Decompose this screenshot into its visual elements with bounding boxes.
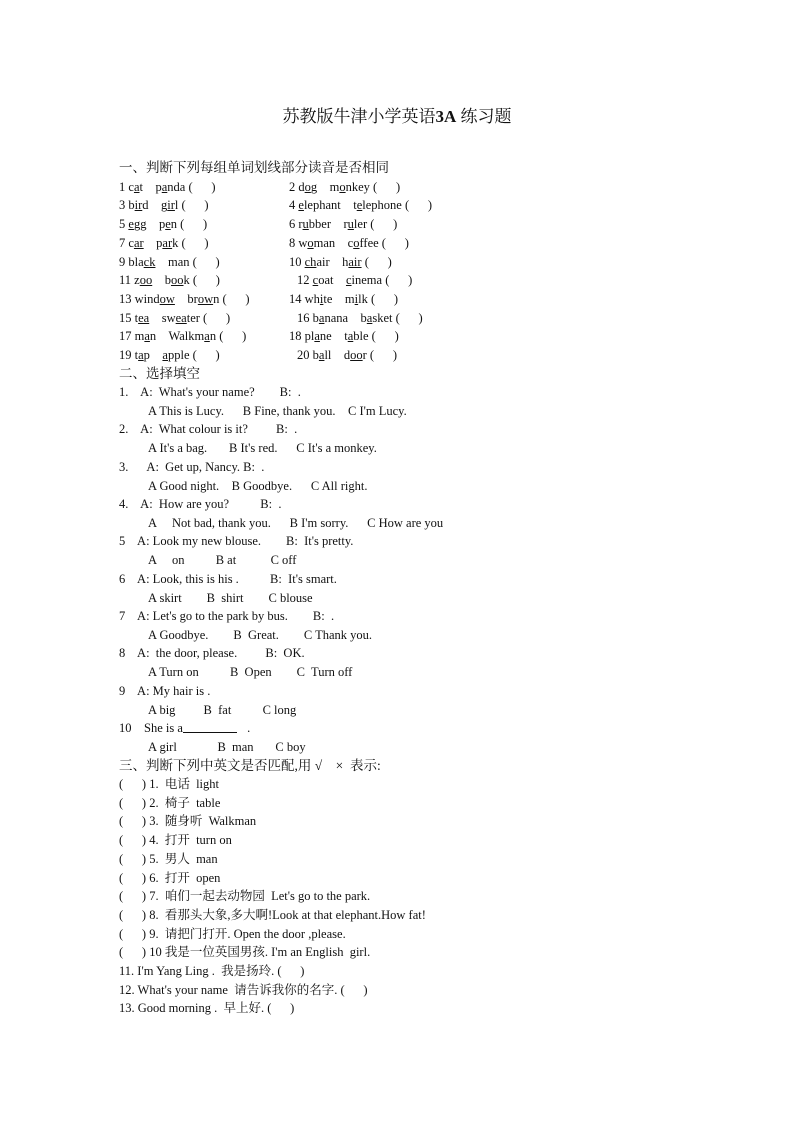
- word-text: g m: [310, 180, 340, 194]
- word-text: ( ): [361, 255, 392, 269]
- match-item: [119, 812, 256, 831]
- word-text: n ( ): [209, 329, 247, 343]
- question-line: [119, 644, 305, 663]
- item-number: 19: [119, 348, 135, 362]
- match-item: [119, 999, 294, 1018]
- word-pair: [119, 271, 220, 290]
- match-item-text: ( ) 6. 打开 open: [119, 870, 221, 885]
- word-pair: [119, 215, 207, 234]
- underlined-letters: a: [133, 180, 140, 194]
- word-pair: [297, 271, 412, 290]
- word-text: sw: [149, 311, 176, 325]
- question-text: 8 A: the door, please. B: OK.: [119, 646, 305, 660]
- underlined-letters: o: [339, 180, 346, 194]
- item-number: 9: [119, 255, 129, 269]
- word-text: gg p: [133, 217, 166, 231]
- item-number: 4: [289, 198, 299, 212]
- match-item-text: ( ) 5. 男人 man: [119, 851, 218, 866]
- title-tail: 练习题: [456, 107, 512, 126]
- options-line: [148, 663, 352, 682]
- section1-heading-text: 一、判断下列每组单词划线部分读音是否相同: [119, 160, 389, 175]
- options-text: A girl B man C boy: [148, 740, 306, 754]
- section2-heading: [119, 364, 200, 383]
- item-number: 17: [119, 329, 135, 343]
- underlined-letters: o: [353, 236, 360, 250]
- item-number: 13: [119, 292, 135, 306]
- word-pair: [119, 234, 209, 253]
- phonics-row: [119, 309, 679, 328]
- item-number: 18: [289, 329, 305, 343]
- word-text: te m: [323, 292, 355, 306]
- options-text: A This is Lucy. B Fine, thank you. C I'm Lucy.: [148, 404, 407, 418]
- word-text: t: [134, 311, 139, 325]
- word-text: d g: [142, 198, 168, 212]
- match-item-text: 12. What's your name 请告诉我你的名字. ( ): [119, 982, 368, 997]
- underlined-letters: air: [348, 255, 362, 269]
- underlined-letters: a: [138, 348, 144, 362]
- match-item-text: ( ) 10 我是一位英国男孩. I'm an English girl.: [119, 945, 371, 960]
- underlined-letters: ck: [143, 255, 156, 269]
- item-number: 3: [119, 198, 129, 212]
- underlined-letters: a: [318, 348, 325, 362]
- word-text: air h: [316, 255, 349, 269]
- word-pair: [289, 178, 400, 197]
- underlined-letters: ch: [304, 255, 317, 269]
- word-text: c: [128, 236, 134, 250]
- question-text: 1. A: What's your name? B: .: [119, 385, 301, 399]
- item-number: 6: [289, 217, 299, 231]
- word-text: ne t: [319, 329, 348, 343]
- match-item: [119, 925, 346, 944]
- underlined-letters: c: [312, 273, 319, 287]
- options-line: [148, 738, 306, 757]
- phonics-row: [119, 253, 679, 272]
- item-number: 7: [119, 236, 129, 250]
- word-text: w: [298, 236, 308, 250]
- question-line: [119, 420, 297, 439]
- underlined-letters: a: [366, 311, 373, 325]
- word-text: p: [143, 348, 163, 362]
- answer-blank: [183, 720, 237, 733]
- options-text: A Turn on B Open C Turn off: [148, 665, 353, 679]
- match-item-text: ( ) 8. 看那头大象,多大啊!Look at that elephant.How fat!: [119, 907, 426, 922]
- word-text: lephant t: [303, 198, 357, 212]
- item-number: 15: [119, 311, 135, 325]
- options-text: A Good night. B Goodbye. C All right.: [148, 479, 368, 493]
- underlined-letters: oo: [139, 273, 153, 287]
- underlined-letters: oo: [350, 348, 363, 362]
- word-text: z: [134, 273, 140, 287]
- word-text: k ( ): [183, 273, 220, 287]
- question-text: 5 A: Look my new blouse. B: It's pretty.: [119, 534, 354, 548]
- word-text: ll d: [324, 348, 351, 362]
- word-pair: [289, 215, 397, 234]
- question-line: [119, 682, 210, 701]
- word-text: ter ( ): [186, 311, 231, 325]
- options-line: [148, 626, 372, 645]
- match-item: [119, 831, 232, 850]
- match-item-text: ( ) 2. 椅子 table: [119, 795, 221, 810]
- word-text: sket ( ): [372, 311, 423, 325]
- phonics-row: [119, 271, 679, 290]
- word-text: ble ( ): [353, 329, 399, 343]
- options-line: [148, 439, 377, 458]
- match-item: [119, 943, 370, 962]
- word-pair: [119, 253, 220, 272]
- underlined-letters: ow: [197, 292, 214, 306]
- word-pair: [289, 196, 432, 215]
- word-pair: [289, 234, 409, 253]
- options-line: [148, 589, 313, 608]
- underlined-letters: a: [204, 329, 210, 343]
- word-pair: [119, 196, 209, 215]
- word-text: inema ( ): [351, 273, 413, 287]
- word-text: man c: [313, 236, 354, 250]
- options-line: [148, 402, 407, 421]
- question-text: 2. A: What colour is it? B: .: [119, 422, 298, 436]
- match-item-text: ( ) 3. 随身听 Walkman: [119, 814, 257, 829]
- match-item-text: 13. Good morning . 早上好. ( ): [119, 1001, 295, 1016]
- word-text: p: [143, 236, 163, 250]
- match-item-text: ( ) 9. 请把门打开. Open the door ,please.: [119, 926, 346, 941]
- underlined-letters: e: [298, 198, 304, 212]
- title-grade: 3A: [435, 107, 457, 126]
- section1-heading: [119, 158, 389, 177]
- match-item: [119, 794, 220, 813]
- item-number: 2: [289, 180, 299, 194]
- options-text: A It's a bag. B It's red. C It's a monkey.: [148, 441, 377, 455]
- question-text: 9 A: My hair is .: [119, 684, 211, 698]
- match-item: [119, 850, 218, 869]
- word-pair: [297, 346, 397, 365]
- word-text: d: [298, 180, 305, 194]
- item-number: 16: [297, 311, 313, 325]
- item-number: 5: [119, 217, 129, 231]
- underlined-letters: a: [144, 329, 150, 343]
- section2-heading-text: 二、选择填空: [119, 366, 200, 381]
- options-text: A Not bad, thank you. B I'm sorry. C How are you: [148, 516, 444, 530]
- underlined-letters: a: [314, 329, 320, 343]
- word-text: m: [134, 329, 145, 343]
- item-number: 8: [289, 236, 299, 250]
- word-text: b: [312, 348, 319, 362]
- underlined-letters: c: [345, 273, 352, 287]
- options-text: A Goodbye. B Great. C Thank you.: [148, 628, 373, 642]
- question-line: [119, 570, 337, 589]
- word-text: lk ( ): [358, 292, 399, 306]
- underlined-letters: i: [319, 292, 324, 306]
- word-text: br: [174, 292, 198, 306]
- options-line: [148, 514, 443, 533]
- underlined-letters: ea: [138, 311, 150, 325]
- underlined-letters: a: [162, 348, 168, 362]
- question-line: [119, 532, 353, 551]
- phonics-row: [119, 196, 679, 215]
- underlined-letters: ow: [159, 292, 175, 306]
- options-text: A big B fat C long: [148, 703, 297, 717]
- word-text: man ( ): [155, 255, 220, 269]
- underlined-letters: i: [354, 292, 359, 306]
- underlined-letters: ir: [134, 198, 143, 212]
- word-text: nda ( ): [167, 180, 216, 194]
- word-pair: [119, 309, 230, 328]
- word-text: c: [128, 180, 134, 194]
- match-item-text: 11. I'm Yang Ling . 我是扬玲. ( ): [119, 964, 305, 978]
- word-text: oat: [318, 273, 346, 287]
- word-pair: [289, 290, 398, 309]
- underlined-letters: o: [307, 236, 314, 250]
- word-text: bber r: [308, 217, 348, 231]
- question-line: [119, 458, 264, 477]
- word-pair: [119, 290, 250, 309]
- word-text: n Walkm: [149, 329, 205, 343]
- underlined-letters: ar: [162, 236, 173, 250]
- word-text: b: [128, 198, 135, 212]
- match-item: [119, 887, 370, 906]
- match-item-text: ( ) 7. 咱们一起去动物园 Let's go to the park.: [119, 889, 371, 904]
- options-line: [148, 701, 296, 720]
- question-tail: .: [240, 721, 251, 735]
- underlined-letters: u: [302, 217, 309, 231]
- phonics-row: [119, 346, 679, 365]
- word-text: n ( ): [170, 217, 208, 231]
- word-text: nkey ( ): [345, 180, 401, 194]
- match-item: [119, 869, 220, 888]
- word-pair: [119, 178, 216, 197]
- item-number: 1: [119, 180, 129, 194]
- word-text: bla: [128, 255, 144, 269]
- word-text: pple ( ): [167, 348, 220, 362]
- question-text: 4. A: How are you? B: .: [119, 497, 282, 511]
- match-item: [119, 906, 426, 925]
- options-line: [148, 477, 367, 496]
- section3-heading-text: 三、判断下列中英文是否匹配,用 √ × 表示:: [119, 758, 381, 773]
- word-pair: [289, 327, 399, 346]
- underlined-letters: e: [128, 217, 134, 231]
- word-text: n ( ): [213, 292, 250, 306]
- match-item: [119, 775, 219, 794]
- word-pair: [289, 253, 392, 272]
- word-text: pl: [304, 329, 315, 343]
- underlined-letters: a: [347, 329, 354, 343]
- question-text: 7 A: Let's go to the park by bus. B: .: [119, 609, 335, 623]
- title-main: 苏教版牛津小学英语: [282, 107, 436, 126]
- phonics-row: [119, 215, 679, 234]
- word-pair: [297, 309, 423, 328]
- question-text: 3. A: Get up, Nancy. B: .: [119, 460, 265, 474]
- underlined-letters: ir: [167, 198, 175, 212]
- question-line: [119, 383, 301, 402]
- section3-heading: [119, 756, 381, 775]
- word-text: r: [298, 217, 303, 231]
- word-pair: [119, 346, 220, 365]
- question-text: 6 A: Look, this is his . B: It's smart.: [119, 572, 337, 586]
- word-text: l ( ): [174, 198, 209, 212]
- options-line: [148, 551, 296, 570]
- word-text: wh: [304, 292, 320, 306]
- underlined-letters: u: [347, 217, 354, 231]
- phonics-row: [119, 290, 679, 309]
- item-number: 14: [289, 292, 305, 306]
- word-text: wind: [134, 292, 160, 306]
- item-number: 20: [297, 348, 313, 362]
- word-text: r ( ): [362, 348, 398, 362]
- underlined-letters: ea: [175, 311, 187, 325]
- item-number: 11: [119, 273, 135, 287]
- match-item: [119, 962, 304, 981]
- word-text: k ( ): [172, 236, 209, 250]
- item-number: 10: [289, 255, 305, 269]
- word-text: ffee ( ): [359, 236, 409, 250]
- phonics-row: [119, 178, 679, 197]
- question-line: [119, 495, 281, 514]
- word-text: b: [152, 273, 171, 287]
- page-title: [0, 106, 794, 128]
- match-item-text: ( ) 1. 电话 light: [119, 777, 219, 791]
- phonics-row: [119, 234, 679, 253]
- underlined-letters: e: [165, 217, 171, 231]
- word-text: b: [312, 311, 319, 325]
- word-text: t: [134, 348, 139, 362]
- word-text: lephone ( ): [362, 198, 433, 212]
- phonics-row: [119, 327, 679, 346]
- underlined-letters: o: [304, 180, 311, 194]
- item-number: 12: [297, 273, 313, 287]
- question-line: [119, 719, 250, 738]
- underlined-letters: ar: [133, 236, 144, 250]
- match-item: [119, 981, 368, 1000]
- word-text: ler ( ): [353, 217, 398, 231]
- underlined-letters: a: [318, 311, 325, 325]
- question-text: 10 She is a: [119, 721, 183, 735]
- word-pair: [119, 327, 246, 346]
- underlined-letters: a: [161, 180, 168, 194]
- word-text: t p: [139, 180, 162, 194]
- underlined-letters: oo: [170, 273, 184, 287]
- options-text: A skirt B shirt C blouse: [148, 591, 313, 605]
- question-line: [119, 607, 334, 626]
- options-text: A on B at C off: [148, 553, 297, 567]
- word-text: nana b: [324, 311, 367, 325]
- underlined-letters: e: [356, 198, 363, 212]
- match-item-text: ( ) 4. 打开 turn on: [119, 833, 232, 848]
